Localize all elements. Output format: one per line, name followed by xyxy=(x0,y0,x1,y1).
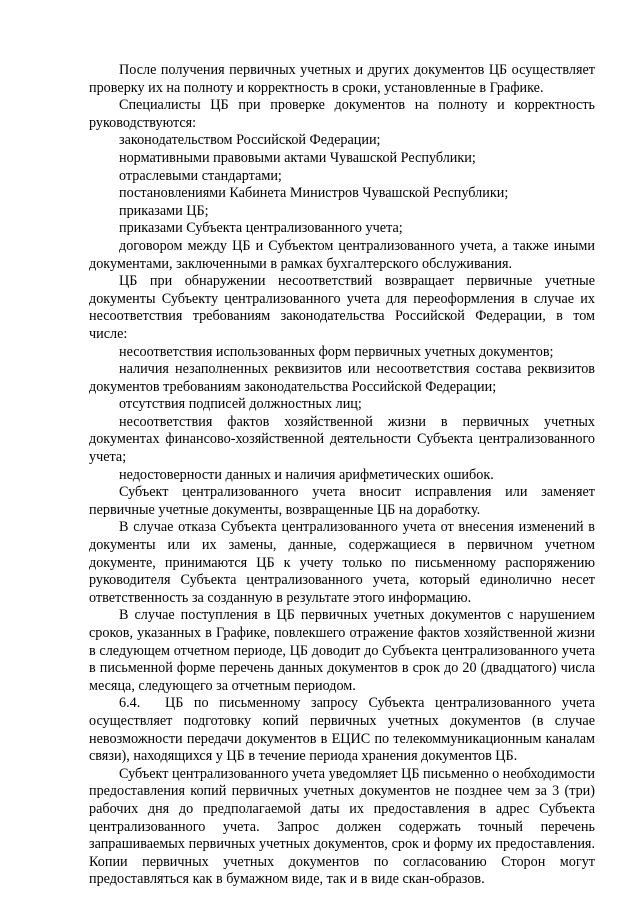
list-item: приказами ЦБ; xyxy=(119,202,209,219)
document-body xyxy=(89,62,595,889)
paragraph: В случае отказа Субъекта централизованного учета от внесения изменений в документы или их замены, данные, содержащиеся в первичном учетном документе, принимаются ЦБ к учету только по письменному распоряжению руководителя Субъекта централизованного учета, который единолично несет ответственность за созданную в результате этого информацию. xyxy=(89,519,595,606)
section-paragraph-6-4: 6.4. ЦБ по письменному запросу Субъекта централизованного учета осуществляет подготовку копий первичных учетных документов (в случае невозможности передачи документов в ЕЦИС по телекоммуникационным каналам связи), находящихся у ЦБ в течение периода хранения документов ЦБ. xyxy=(89,695,595,765)
list-item: отраслевыми стандартами; xyxy=(119,167,282,184)
list-item: нормативными правовыми актами Чувашской Республики; xyxy=(119,149,476,166)
paragraph: Специалисты ЦБ при проверке документов на полноту и корректность руководствуются: xyxy=(89,97,595,131)
list-item: законодательством Российской Федерации; xyxy=(119,132,381,149)
list-item: приказами Субъекта централизованного учета; xyxy=(119,220,403,237)
paragraph: договором между ЦБ и Субъектом централизованного учета, а также иными документами, заключенными в рамках бухгалтерского обслуживания. xyxy=(89,237,595,272)
paragraph: Субъект централизованного учета уведомляет ЦБ письменно о необходимости предоставления копий первичных учетных документов не позднее чем за 3 (три) рабочих дня до предполагаемой даты их предоставления в адрес Субъекта централизованного учета. Запрос должен содержать точный перечень запрашиваемых первичных учетных документов, срок и форму их предоставления. Копии первичных учетных документов по согласованию Сторон могут предоставляться как в бумажном виде, так и в виде скан-образов. xyxy=(89,765,595,888)
paragraph: наличия незаполненных реквизитов или несоответствия состава реквизитов документов требованиям законодательства Российской Федерации; xyxy=(89,361,595,395)
list-item: несоответствия использованных форм первичных учетных документов; xyxy=(119,343,554,360)
list-item: отсутствия подписей должностных лиц; xyxy=(119,396,362,413)
paragraph: Субъект централизованного учета вносит исправления или заменяет первичные учетные документы, возвращенные ЦБ на доработку. xyxy=(89,484,595,518)
paragraph: ЦБ при обнаружении несоответствий возвращает первичные учетные документы Субъекту централизованного учета для переоформления в случае их несоответствия требованиям законодательства Российской Федерации, в том числе: xyxy=(89,273,595,342)
paragraph: несоответствия фактов хозяйственной жизни в первичных учетных документах финансово-хозяйственной деятельности Субъекта централизованного учета; xyxy=(89,413,595,466)
paragraph: В случае поступления в ЦБ первичных учетных документов с нарушением сроков, указанных в Графике, повлекшего отражение фактов хозяйственной жизни в следующем отчетном периоде, ЦБ доводит до Субъекта централизованного учета в письменной форме перечень данных документов в срок до 20 (двадцатого) числа месяца, следующего за отчетным периодом. xyxy=(89,607,595,694)
list-item: постановлениями Кабинета Министров Чувашской Республики; xyxy=(119,185,509,202)
paragraph: После получения первичных учетных и других документов ЦБ осуществляет проверку их на полноту и корректность в сроки, установленные в Графике. xyxy=(89,62,595,96)
list-item: недостоверности данных и наличия арифметических ошибок. xyxy=(119,466,494,483)
